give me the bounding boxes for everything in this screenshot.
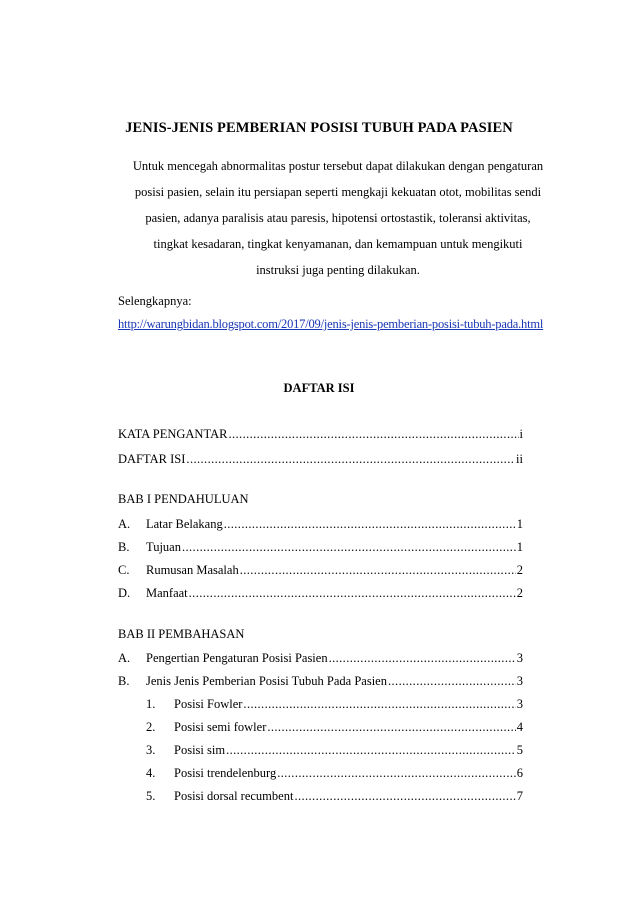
intro-line: posisi pasien, selain itu persiapan seperti mengkaji kekuatan otot, mobilitas sendi [134, 185, 542, 199]
toc-subentry[interactable] [146, 742, 523, 758]
toc-marker: B. [118, 674, 130, 688]
toc-marker: 1. [146, 697, 156, 711]
toc-page-number: 3 [516, 651, 523, 665]
toc-leader [243, 697, 515, 712]
toc-entry-label: Posisi dorsal recumbent [174, 789, 294, 803]
toc-leader [182, 540, 516, 555]
toc-entry-label: Posisi trendelenburg [174, 766, 277, 780]
toc-page-number: 1 [516, 517, 523, 531]
toc-leader [294, 789, 515, 804]
toc-entry-label: Manfaat [146, 586, 188, 600]
toc-leader [186, 452, 515, 467]
toc-leader [228, 427, 518, 442]
toc-entry-kata-pengantar[interactable] [118, 426, 523, 442]
toc-page-number: 4 [516, 720, 523, 734]
toc-entry[interactable] [118, 562, 523, 578]
more-label: Selengkapnya: [118, 294, 192, 308]
document-title: JENIS-JENIS PEMBERIAN POSISI TUBUH PADA PASIEN [125, 120, 513, 136]
toc-entry-label: Tujuan [146, 540, 181, 554]
toc-entry-label: KATA PENGANTAR [118, 427, 228, 441]
intro-paragraph [112, 153, 564, 283]
toc-subentry[interactable] [146, 765, 523, 781]
toc-entry-label: DAFTAR ISI [118, 452, 186, 466]
toc-entry-label: Posisi semi fowler [174, 720, 267, 734]
toc-leader [329, 651, 516, 666]
toc-entry[interactable] [118, 650, 523, 666]
intro-line: Untuk mencegah abnormalitas postur tersebut dapat dilakukan dengan pengaturan [132, 159, 544, 173]
toc-entry[interactable] [118, 585, 523, 601]
toc-page-number: 1 [516, 540, 523, 554]
toc-leader [226, 743, 516, 758]
intro-line: instruksi juga penting dilakukan. [256, 263, 420, 277]
source-link[interactable]: http://warungbidan.blogspot.com/2017/09/jenis-jenis-pemberian-posisi-tubuh-pada.html [118, 317, 544, 331]
chapter-heading-bab2: BAB II PEMBAHASAN [118, 627, 245, 641]
toc-marker: 5. [146, 789, 156, 803]
toc-leader [240, 563, 516, 578]
toc-subentry[interactable] [146, 788, 523, 804]
toc-leader [277, 766, 516, 781]
toc-page-number: 3 [516, 697, 523, 711]
toc-marker: A. [118, 651, 131, 665]
toc-entry-label: Pengertian Pengaturan Posisi Pasien [146, 651, 328, 665]
toc-entry-label: Latar Belakang [146, 517, 223, 531]
toc-marker: A. [118, 517, 131, 531]
toc-marker: 2. [146, 720, 156, 734]
toc-page-number: 6 [516, 766, 523, 780]
toc-entry-label: Posisi Fowler [174, 697, 243, 711]
toc-entry-daftar-isi[interactable] [118, 451, 523, 467]
toc-subentry[interactable] [146, 719, 523, 735]
toc-subentry[interactable] [146, 696, 523, 712]
chapter-heading-bab1: BAB I PENDAHULUAN [118, 492, 249, 506]
toc-title: DAFTAR ISI [283, 381, 355, 395]
intro-line: pasien, adanya paralisis atau paresis, hipotensi ortostastik, toleransi aktivitas, [145, 211, 531, 225]
toc-leader [189, 586, 516, 601]
toc-page-number: 7 [516, 789, 523, 803]
toc-marker: C. [118, 563, 130, 577]
toc-marker: B. [118, 540, 130, 554]
toc-page-number: i [519, 427, 523, 441]
toc-entry[interactable] [118, 673, 523, 689]
toc-leader [224, 517, 516, 532]
toc-page-number: 2 [516, 586, 523, 600]
toc-entry-label: Jenis Jenis Pemberian Posisi Tubuh Pada Pasien [146, 674, 387, 688]
toc-leader [267, 720, 515, 735]
toc-marker: 3. [146, 743, 156, 757]
toc-page-number: ii [516, 452, 523, 466]
toc-entry[interactable] [118, 539, 523, 555]
toc-marker: 4. [146, 766, 156, 780]
toc-leader [388, 674, 516, 689]
toc-page-number: 2 [516, 563, 523, 577]
toc-entry-label: Posisi sim [174, 743, 226, 757]
toc-marker: D. [118, 586, 131, 600]
toc-entry[interactable] [118, 516, 523, 532]
toc-page-number: 5 [516, 743, 523, 757]
intro-line: tingkat kesadaran, tingkat kenyamanan, dan kemampuan untuk mengikuti [153, 237, 523, 251]
toc-page-number: 3 [516, 674, 523, 688]
toc-entry-label: Rumusan Masalah [146, 563, 239, 577]
